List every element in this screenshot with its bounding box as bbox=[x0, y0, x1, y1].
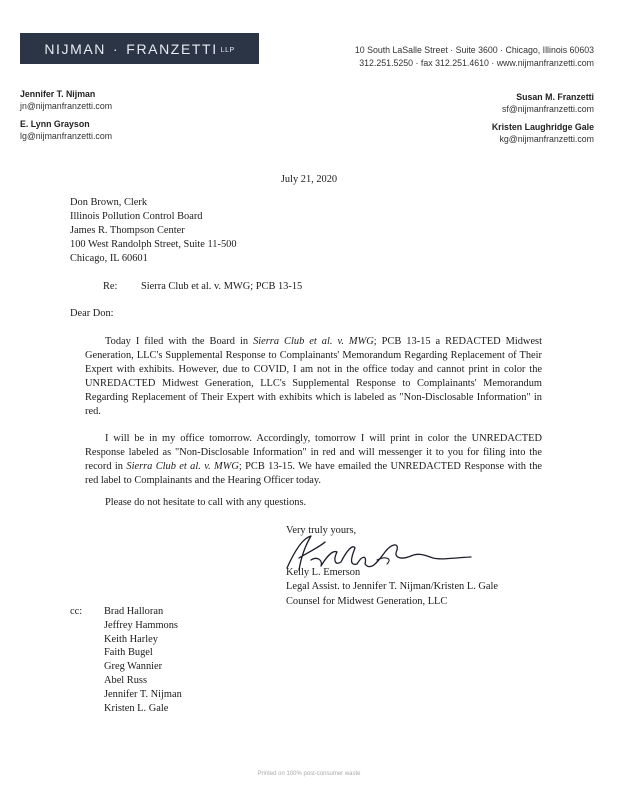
firm-street-address: 10 South LaSalle Street · Suite 3600 · Chicago, Illinois 60603 bbox=[354, 45, 594, 55]
cc-recipient: Brad Halloran bbox=[104, 606, 164, 617]
recipient-line: Chicago, IL 60601 bbox=[70, 253, 148, 264]
firm-name-separator: · bbox=[113, 40, 120, 57]
signature-block bbox=[286, 566, 498, 609]
recipient-line: Don Brown, Clerk bbox=[70, 197, 148, 208]
re-label: Re: bbox=[103, 281, 118, 292]
signer-affiliation: Counsel for Midwest Generation, LLC bbox=[286, 595, 448, 607]
cc-recipient: Kristen L. Gale bbox=[104, 702, 169, 714]
contact-name: Susan M. Franzetti bbox=[516, 92, 594, 102]
firm-logo bbox=[20, 33, 259, 64]
firm-phone-web: 312.251.5250 · fax 312.251.4610 · www.nijmanfranzetti.com bbox=[359, 58, 594, 68]
left-contact-1 bbox=[20, 88, 112, 112]
left-contact-2 bbox=[20, 118, 112, 142]
contact-name: Kristen Laughridge Gale bbox=[491, 122, 594, 132]
recipient-address bbox=[70, 196, 237, 266]
case-name: Sierra Club et al. v. MWG bbox=[253, 336, 374, 347]
firm-name-part2: FRANZETTI bbox=[126, 40, 218, 57]
signer-name: Kelly L. Emerson bbox=[286, 567, 361, 578]
contact-name: Jennifer T. Nijman bbox=[20, 89, 96, 99]
letter-date: July 21, 2020 bbox=[280, 174, 338, 185]
contact-email: sf@nijmanfranzetti.com bbox=[501, 104, 594, 114]
cc-recipient: Greg Wannier bbox=[104, 661, 163, 673]
re-subject: Sierra Club et al. v. MWG; PCB 13-15 bbox=[141, 281, 303, 292]
body-paragraph-1: Today I filed with the Board in Sierra Club et al. v. MWG; PCB 13-15 a REDACTED Midwest Generation, LLC's Supplemental Response to Complainants' Memorandum Regarding Replacement of Their Expert with exhibits. However, due to COVID, I am not in the office today and cannot print in color the UNREDACTED Midwest Generation, LLC's Supplemental Response to Complainants' Memorandum Regarding Replacement of Their Expert with exhibits which is labeled as "Non-Disclosable Information" in red. bbox=[85, 336, 542, 417]
cc-recipient: Keith Harley bbox=[104, 633, 158, 645]
recipient-line: 100 West Randolph Street, Suite 11-500 bbox=[70, 239, 237, 250]
contact-email: lg@nijmanfranzetti.com bbox=[20, 131, 113, 141]
firm-name-suffix: LLP bbox=[220, 47, 235, 54]
firm-address-block bbox=[355, 44, 594, 70]
body-paragraph-2: I will be in my office tomorrow. Accordingly, tomorrow I will print in color the UNREDACTED Response labeled as "Non-Disclosable Information" in red and will messenger it to you for filing into the record in Sierra Club et al. v. MWG; PCB 13-15. We have emailed the UNREDACTED Response with the red label to Complainants and the Hearing Officer today. bbox=[85, 433, 543, 486]
cc-recipient: Abel Russ bbox=[104, 674, 148, 686]
right-contact-2 bbox=[492, 121, 594, 145]
right-contact-1 bbox=[502, 91, 594, 115]
recipient-line: Illinois Pollution Control Board bbox=[70, 211, 203, 222]
contact-name: E. Lynn Grayson bbox=[20, 119, 90, 129]
firm-name-part1: NIJMAN bbox=[44, 40, 107, 57]
closing: Very truly yours, bbox=[286, 525, 357, 536]
cc-list bbox=[104, 605, 182, 715]
signer-title: Legal Assist. to Jennifer T. Nijman/Kristen L. Gale bbox=[286, 581, 499, 593]
cc-recipient: Jennifer T. Nijman bbox=[104, 688, 182, 700]
contact-email: jn@nijmanfranzetti.com bbox=[20, 101, 113, 111]
salutation: Dear Don: bbox=[70, 308, 114, 319]
cc-recipient: Faith Bugel bbox=[104, 647, 153, 659]
cc-label: cc: bbox=[70, 606, 83, 617]
body-paragraph-3: Please do not hesitate to call with any questions. bbox=[105, 497, 307, 508]
case-name: Sierra Club et al. v. MWG bbox=[126, 461, 239, 472]
cc-recipient: Jeffrey Hammons bbox=[104, 619, 178, 631]
recipient-line: James R. Thompson Center bbox=[70, 225, 185, 236]
contact-email: kg@nijmanfranzetti.com bbox=[499, 134, 594, 144]
footer-recycled-note: Printed on 100% post-consumer waste bbox=[257, 771, 361, 777]
